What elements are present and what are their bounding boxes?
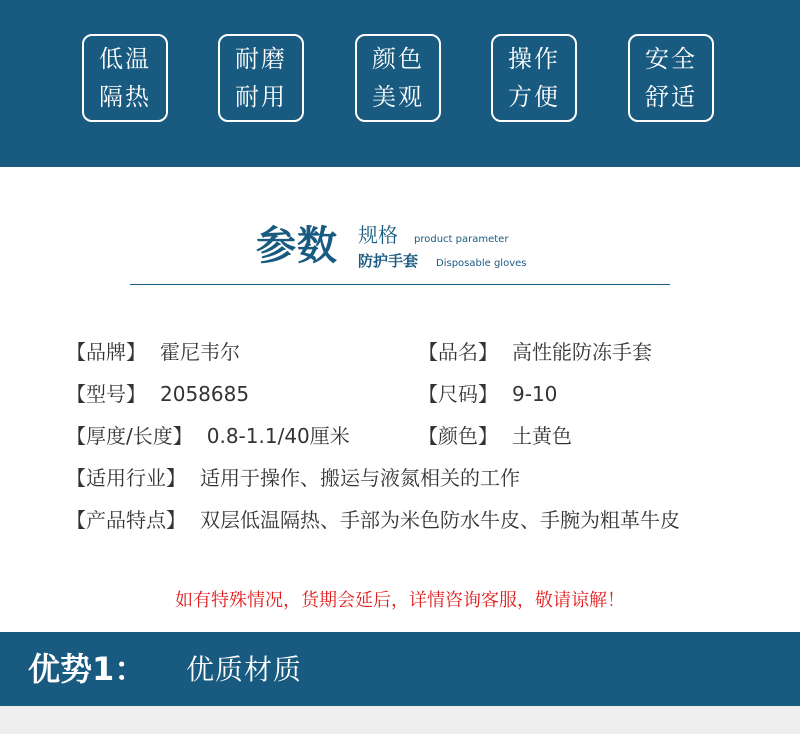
spec-label: 【产品特点】 <box>66 508 186 532</box>
spec-value: 土黄色 <box>512 424 572 448</box>
feature-line: 美观 <box>372 83 424 111</box>
feature-banner <box>0 0 800 167</box>
feature-box-color <box>355 34 441 122</box>
spec-value: 2058685 <box>160 382 250 406</box>
parameter-heading <box>256 220 556 272</box>
feature-line: 低温 <box>99 45 151 73</box>
spec-value: 适用于操作、搬运与液氮相关的工作 <box>200 466 520 490</box>
advantage-text: 优质材质 <box>186 653 303 686</box>
feature-line: 操作 <box>508 45 560 73</box>
parameter-subtitle-english: Disposable gloves <box>436 258 527 269</box>
feature-box-operation <box>491 34 577 122</box>
spec-value: 霍尼韦尔 <box>160 340 240 364</box>
feature-line: 安全 <box>645 45 697 73</box>
feature-line: 舒适 <box>645 83 697 111</box>
advantage-heading: 优势1： <box>28 650 147 688</box>
parameter-subtitle: 防护手套 <box>358 252 419 270</box>
spec-brand <box>66 338 240 366</box>
spec-name <box>418 338 652 366</box>
feature-line: 方便 <box>508 83 560 111</box>
feature-box-safety <box>628 34 714 122</box>
spec-label: 【颜色】 <box>418 424 498 448</box>
footer-strip <box>0 706 800 734</box>
spec-value: 9-10 <box>512 382 558 406</box>
spec-value: 高性能防冻手套 <box>512 340 652 364</box>
spec-label: 【厚度/长度】 <box>66 424 193 448</box>
spec-value: 0.8-1.1/40厘米 <box>206 424 350 448</box>
spec-label: 【适用行业】 <box>66 466 186 490</box>
spec-label: 【尺码】 <box>418 382 498 406</box>
spec-features <box>66 506 680 534</box>
spec-thickness <box>66 422 350 450</box>
advantage-bar <box>0 632 800 706</box>
feature-line: 耐磨 <box>235 45 287 73</box>
parameter-title: 参数 <box>256 223 338 269</box>
spec-size <box>418 380 557 408</box>
feature-line: 隔热 <box>99 83 151 111</box>
spec-value: 双层低温隔热、手部为米色防水牛皮、手腕为粗革牛皮 <box>200 508 680 532</box>
delivery-notice: 如有特殊情况，货期会延后，详情咨询客服，敬请谅解！ <box>175 590 625 611</box>
spec-label: 【品牌】 <box>66 340 146 364</box>
spec-label: 【型号】 <box>66 382 146 406</box>
feature-box-low-temp <box>82 34 168 122</box>
parameter-spec-english: product parameter <box>414 234 509 245</box>
parameter-spec-label: 规格 <box>358 223 398 247</box>
title-divider <box>130 284 670 285</box>
spec-color <box>418 422 572 450</box>
spec-model <box>66 380 249 408</box>
feature-line: 颜色 <box>372 45 424 73</box>
spec-industry <box>66 464 520 492</box>
spec-label: 【品名】 <box>418 340 498 364</box>
feature-line: 耐用 <box>235 83 287 111</box>
feature-box-durable <box>218 34 304 122</box>
